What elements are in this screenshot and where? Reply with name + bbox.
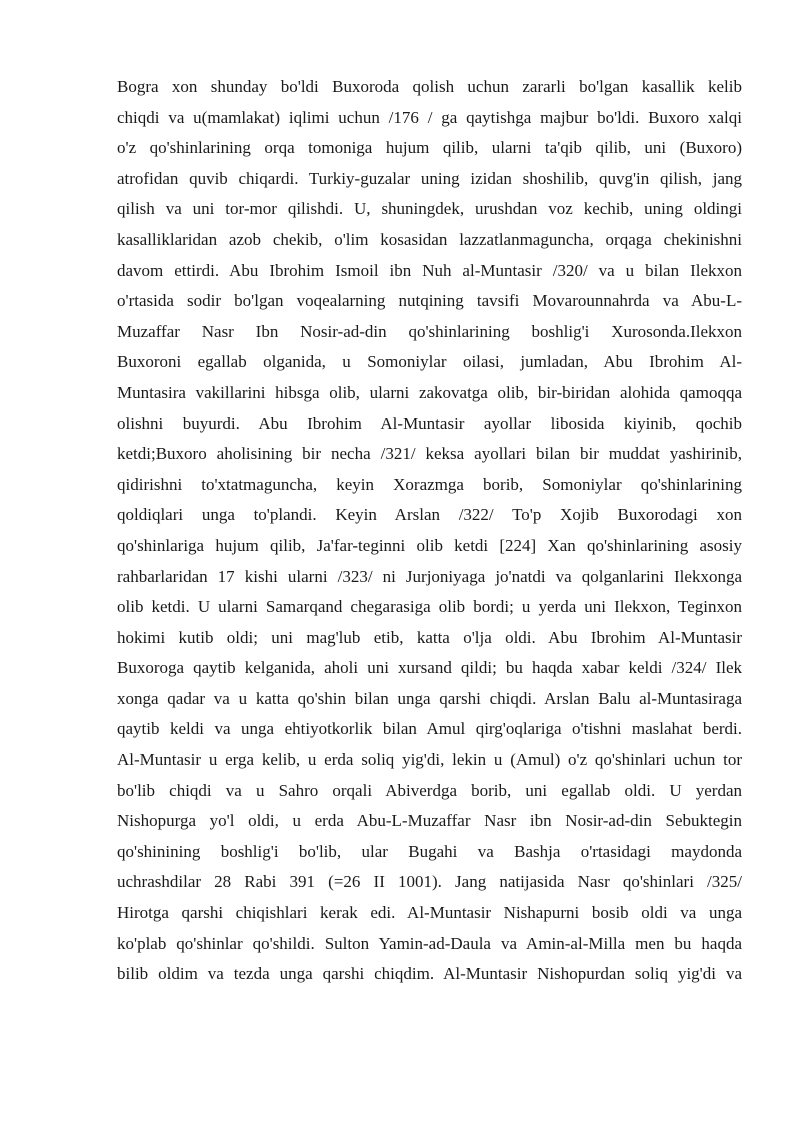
text-line: Muntasira vakillarini hibsga olib, ularni zakovatga olib, bir-biridan alohida qamoqqa bbox=[117, 382, 742, 402]
text-line: Buxoroni egallab olganida, u Somoniylar oilasi, jumladan, Abu Ibrohim Al- bbox=[117, 352, 742, 372]
text-line: atrofidan quvib chiqardi. Turkiy-guzalar uning izidan shoshilib, quvg'in qilish, jang bbox=[117, 168, 742, 188]
text-line: o'z qo'shinlarining orqa tomoniga hujum qilib, ularni ta'qib qilib, uni (Buxoro) bbox=[117, 138, 742, 158]
text-line: chiqdi va u(mamlakat) iqlimi uchun /176 / ga qaytishga majbur bo'ldi. Buxoro xalqi bbox=[117, 107, 742, 127]
text-line: qoldiqlari unga to'plandi. Keyin Arslan /322/ To'p Xojib Buxorodagi xon bbox=[117, 505, 742, 525]
text-line: qidirishni to'xtatmaguncha, keyin Xorazmga borib, Somoniylar qo'shinlarining bbox=[117, 474, 742, 494]
text-line: qo'shinlariga hujum qilib, Ja'far-teginni olib ketdi [224] Xan qo'shinlarining asosiy bbox=[117, 535, 742, 555]
body-paragraph bbox=[117, 72, 742, 990]
text-line: davom ettirdi. Abu Ibrohim Ismoil ibn Nuh al-Muntasir /320/ va u bilan Ilekxon bbox=[117, 260, 742, 280]
text-line: uchrashdilar 28 Rabi 391 (=26 II 1001). Jang natijasida Nasr qo'shinlari /325/ bbox=[117, 872, 742, 892]
text-line: bo'lib chiqdi va u Sahro orqali Abiverdga borib, uni egallab oldi. U yerdan bbox=[117, 780, 742, 800]
text-line: Hirotga qarshi chiqishlari kerak edi. Al-Muntasir Nishapurni bosib oldi va unga bbox=[117, 903, 742, 923]
text-line: Muzaffar Nasr Ibn Nosir-ad-din qo'shinlarining boshlig'i Xurosonda.Ilekxon bbox=[117, 321, 742, 341]
text-line: xonga qadar va u katta qo'shin bilan unga qarshi chiqdi. Arslan Balu al-Muntasiraga bbox=[117, 688, 742, 708]
text-line: ketdi;Buxoro aholisining bir necha /321/ keksa ayollari bilan bir muddat yashirinib, bbox=[117, 444, 742, 464]
text-line: Bogra xon shunday bo'ldi Buxoroda qolish uchun zararli bo'lgan kasallik kelib bbox=[117, 77, 742, 96]
text-line: olib ketdi. U ularni Samarqand chegarasiga olib bordi; u yerda uni Ilekxon, Teginxon bbox=[117, 597, 742, 617]
text-line: ko'plab qo'shinlar qo'shildi. Sulton Yamin-ad-Daula va Amin-al-Milla men bu haqda bbox=[117, 933, 742, 953]
text-line: o'rtasida sodir bo'lgan voqealarning nutqining tavsifi Movarounnahrda va Abu-L- bbox=[117, 291, 742, 311]
text-line: qaytib keldi va unga ehtiyotkorlik bilan Amul qirg'oqlariga o'tishni maslahat berdi. bbox=[117, 719, 742, 739]
text-line: olishni buyurdi. Abu Ibrohim Al-Muntasir ayollar libosida kiyinib, qochib bbox=[117, 413, 742, 433]
text-line: Buxoroga qaytib kelganida, aholi uni xursand qildi; bu haqda xabar keldi /324/ Ilek bbox=[117, 658, 742, 678]
text-line: Nishopurga yo'l oldi, u erda Abu-L-Muzaffar Nasr ibn Nosir-ad-din Sebuktegin bbox=[117, 811, 742, 831]
text-line: qilish va uni tor-mor qilishdi. U, shuningdek, urushdan voz kechib, uning oldingi bbox=[117, 199, 742, 219]
text-line: rahbarlaridan 17 kishi ularni /323/ ni Jurjoniyaga jo'natdi va qolganlarini Ilekxonga bbox=[117, 566, 742, 586]
text-line: bilib oldim va tezda unga qarshi chiqdim. Al-Muntasir Nishopurdan soliq yig'di va bbox=[117, 964, 742, 984]
text-line: Al-Muntasir u erga kelib, u erda soliq yig'di, lekin u (Amul) o'z qo'shinlari uchun tor bbox=[117, 750, 742, 770]
text-line: kasalliklaridan azob chekib, o'lim kosasidan lazzatlanmaguncha, orqaga chekinishni bbox=[117, 229, 742, 249]
text-line: hokimi kutib oldi; uni mag'lub etib, katta o'lja oldi. Abu Ibrohim Al-Muntasir bbox=[117, 627, 742, 647]
text-line: qo'shinining boshlig'i bo'lib, ular Bugahi va Bashja o'rtasidagi maydonda bbox=[117, 841, 742, 861]
